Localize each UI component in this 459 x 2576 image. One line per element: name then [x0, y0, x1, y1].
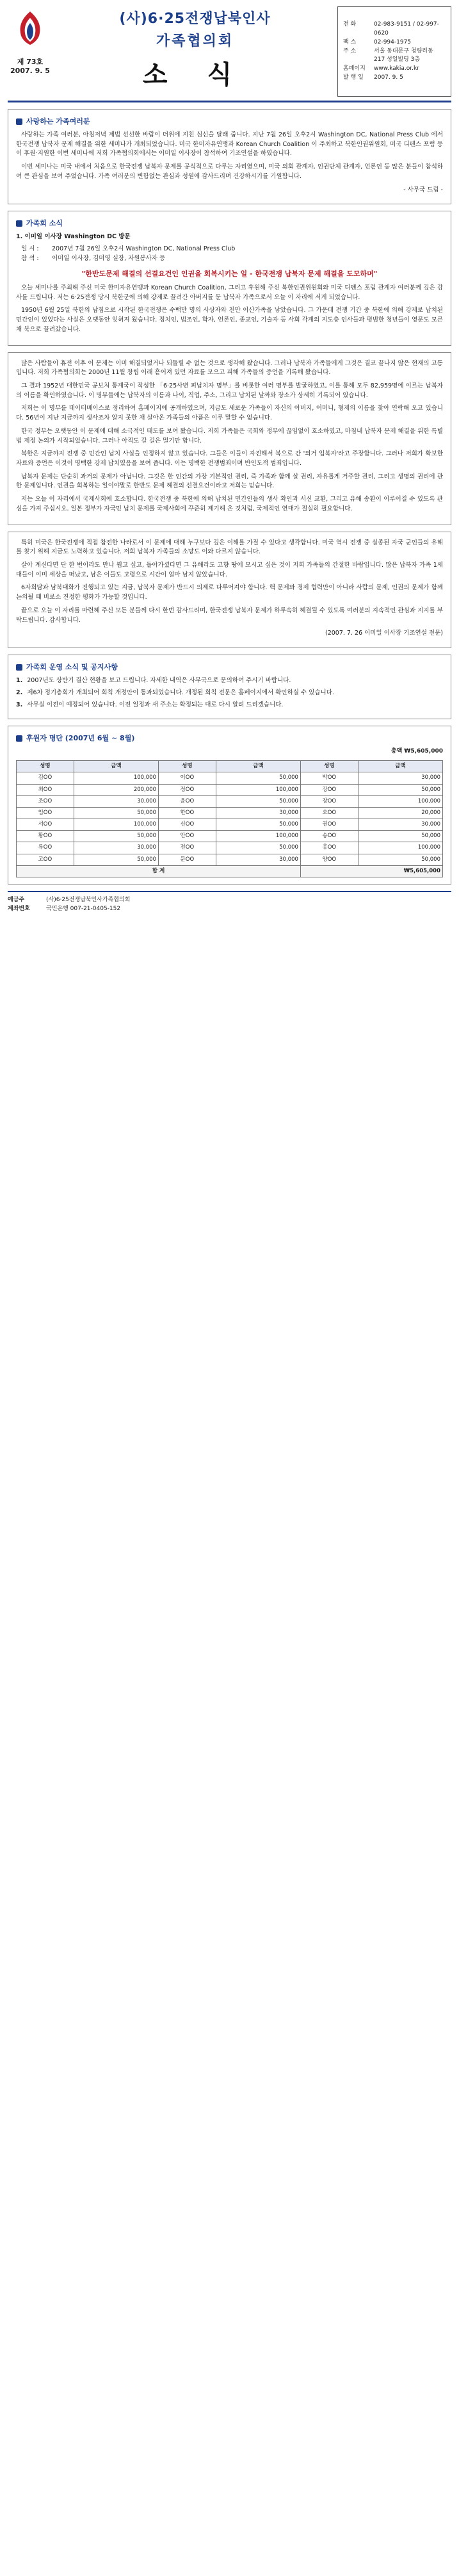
info-value: 서울 동대문구 청량리동 217 성일빌딩 3층 [374, 47, 433, 63]
keynote-section-2 [8, 532, 451, 648]
news-section [8, 211, 451, 345]
table-row [17, 831, 443, 842]
news-item-title: 1. 이미일 이사장 Washington DC 방문 [16, 233, 131, 241]
keynote-section [8, 352, 451, 525]
donor-amount-cell: 100,000 [358, 842, 442, 854]
column-header: 금액 [216, 761, 300, 772]
table-row [17, 854, 443, 865]
footer-key: 예금주 [8, 896, 25, 903]
info-key: 팩 스 [343, 38, 357, 45]
donor-amount-cell: 50,000 [216, 842, 300, 854]
donor-name-cell: 문OO [158, 854, 216, 865]
table-row [17, 807, 443, 819]
organization-logo-icon [15, 10, 45, 46]
greeting-signature: - 사무국 드림 - [403, 186, 443, 193]
event-value: 이미일 이사장, 김미영 실장, 자원봉사자 등 [52, 254, 166, 262]
donor-amount-cell: 100,000 [74, 819, 158, 831]
donor-name-cell: 장OO [300, 795, 358, 807]
footer-value: (사)6·25전쟁납북인사가족협의회 [46, 896, 131, 903]
donor-name-cell: 류OO [17, 842, 74, 854]
table-row [17, 842, 443, 854]
notice-text: 제6차 정기총회가 개최되어 회칙 개정안이 통과되었습니다. 개정된 회칙 전문은 홈페이지에서 확인하실 수 있습니다. [27, 689, 334, 696]
notice-text: 사무실 이전이 예정되어 있습니다. 이전 일정과 새 주소는 확정되는 대로 다시 알려 드리겠습니다. [27, 701, 284, 708]
info-value: 02-994-1975 [374, 38, 412, 45]
info-key: 홈페이지 [343, 65, 366, 72]
table-row [17, 784, 443, 795]
donor-name-cell: 전OO [158, 842, 216, 854]
donor-name-cell: 임OO [17, 807, 74, 819]
table-row [17, 795, 443, 807]
newsletter-page [0, 0, 459, 923]
donor-amount-cell: 100,000 [74, 772, 158, 784]
donor-amount-cell: 50,000 [74, 854, 158, 865]
donor-name-cell: 고OO [17, 854, 74, 865]
keynote-paragraph: 끝으로 오늘 이 자리를 마련해 주신 모든 분들께 다시 한번 감사드리며, 한국전쟁 납북자 문제가 하루속히 해결될 수 있도록 여러분의 지속적인 관심과 지지를 부탁드립니다. 감사합니다. [16, 607, 443, 624]
donor-name-cell: 서OO [17, 819, 74, 831]
footer-row [8, 905, 451, 914]
donor-name-cell: 오OO [300, 807, 358, 819]
event-key: 참 석 : [21, 254, 39, 262]
donor-name-cell: 이OO [158, 772, 216, 784]
notices-heading [16, 662, 443, 673]
donor-name-cell: 송OO [300, 831, 358, 842]
donor-name-cell: 정OO [158, 784, 216, 795]
event-key: 일 시 : [21, 245, 39, 253]
total-amount-cell: ₩5,605,000 [300, 865, 442, 877]
donor-amount-cell: 30,000 [216, 807, 300, 819]
info-value: 02-983-9151 / 02-997-0620 [374, 20, 439, 37]
notices-heading-text: 가족회 운영 소식 및 공지사항 [26, 663, 118, 672]
donor-amount-cell: 30,000 [358, 772, 442, 784]
donors-table-body [17, 772, 443, 877]
donor-amount-cell: 50,000 [216, 772, 300, 784]
footer-key: 계좌번호 [8, 905, 30, 912]
event-value: 2007년 7월 26일 오후2시 Washington DC, National Press Club [52, 245, 236, 253]
notice-number: 2. [16, 689, 23, 696]
donor-amount-cell: 100,000 [216, 831, 300, 842]
square-bullet-icon [16, 220, 22, 227]
donor-name-cell: 안OO [158, 831, 216, 842]
keynote-source: (2007. 7. 26 이미일 이사장 기조연설 전문) [325, 630, 443, 637]
keynote-paragraph: 살아 계신다면 단 한 번이라도 만나 뵙고 싶고, 돌아가셨다면 그 유해라도 고향 땅에 모시고 싶은 것이 저희 가족들의 간절한 바람입니다. 많은 납북자 가족 1세대들이 이미 세상을 떠났고, 남은 이들도 고령으로 시간이 얼마 남지 않았습니다. [16, 562, 443, 578]
news-heading [16, 218, 443, 229]
news-paragraph: 오늘 세미나를 주최해 주신 미국 한미자유연맹과 Korean Church Coalition, 그리고 후원해 주신 북한인권위원회와 미국 디펜스 포럼 관계자 여러분께 깊은 감사를 드립니다. 저는 6·25전쟁 당시 북한군에 의해 강제로 끌려간 아버지를 둔 납북자 가족으로서 오늘 이 자리에 서게 되었습니다. [16, 284, 443, 301]
footer-value: 국민은행 007-21-0405-152 [46, 905, 121, 912]
donor-amount-cell: 30,000 [74, 842, 158, 854]
donor-amount-cell: 50,000 [358, 831, 442, 842]
keynote-paragraph: 저는 오늘 이 자리에서 국제사회에 호소합니다. 한국전쟁 중 북한에 의해 납치된 민간인들의 생사 확인과 서신 교환, 그리고 유해 송환이 이루어질 수 있도록 관심을 가져 주십시오. 일본 정부가 자국민 납치 문제를 국제사회에 꾸준히 제기해 온 것처럼, 국제적인 연대가 절실히 필요합니다. [16, 496, 443, 512]
donor-amount-cell: 20,000 [358, 807, 442, 819]
greeting-heading [16, 116, 443, 127]
total-row [17, 865, 443, 877]
org-name-line1: (사)6·25전쟁납북인사 [119, 11, 271, 28]
square-bullet-icon [16, 735, 22, 742]
greeting-heading-text: 사랑하는 가족여러분 [26, 117, 90, 126]
org-name-line2: 가족협의회 [156, 33, 234, 49]
donor-name-cell: 강OO [300, 784, 358, 795]
notice-number: 3. [16, 701, 23, 708]
donors-table [16, 760, 443, 877]
table-row [17, 772, 443, 784]
issue-number-text: 제 73호 [17, 58, 44, 66]
donor-amount-cell: 50,000 [216, 819, 300, 831]
column-header: 금액 [74, 761, 158, 772]
donors-heading-text: 후원자 명단 (2007년 6월 ~ 8월) [26, 734, 135, 743]
donors-heading [16, 733, 443, 744]
info-phone [343, 20, 446, 38]
donors-section [8, 726, 451, 884]
notice-text: 2007년도 상반기 결산 현황을 보고 드립니다. 자세한 내역은 사무국으로 문의하여 주시기 바랍니다. [27, 677, 291, 685]
square-bullet-icon [16, 118, 22, 125]
masthead [8, 6, 451, 102]
keynote-paragraph: 6자회담과 남북대화가 진행되고 있는 지금, 납북자 문제가 반드시 의제로 다루어져야 합니다. 핵 문제와 경제 협력만이 아니라 사람의 문제, 인권의 문제가 함께 논의될 때 비로소 진정한 평화가 가능할 것입니다. [16, 584, 443, 601]
table-row [17, 819, 443, 831]
column-header: 성명 [300, 761, 358, 772]
info-publish-date [343, 74, 446, 83]
info-value-link[interactable]: www.kakia.or.kr [374, 65, 419, 72]
donor-amount-cell: 30,000 [216, 854, 300, 865]
keynote-paragraph: 한국 정부는 오랫동안 이 문제에 대해 소극적인 태도를 보여 왔습니다. 저희 가족들은 국회와 정부에 끊임없이 호소하였고, 마침내 납북자 문제 해결을 위한 특별법 제정 논의가 시작되었습니다. 그러나 아직도 갈 길은 멀기만 합니다. [16, 427, 443, 444]
keynote-paragraph: 저희는 이 명부를 데이터베이스로 정리하여 홈페이지에 공개하였으며, 지금도 새로운 가족들이 자신의 아버지, 어머니, 형제의 이름을 찾아 연락해 오고 있습니다. 56년이 지난 지금까지 생사조차 알지 못한 채 살아온 가족들의 아픔은 이루 말할 수 없습니다. [16, 405, 443, 422]
table-header-row [17, 761, 443, 772]
notices-section [8, 655, 451, 719]
title-column [52, 6, 337, 97]
greeting-paragraph: 이번 세미나는 미국 내에서 처음으로 한국전쟁 납북자 문제를 공식적으로 다루는 자리였으며, 미국 의회 관계자, 인권단체 관계자, 언론인 등 많은 분들이 참석하여 큰 관심을 보여 주었습니다. 가족 여러분의 변함없는 관심과 성원에 감사드리며 건강하시기를 기원합니다. [16, 163, 443, 180]
issue-date-text: 2007. 9. 5 [10, 66, 50, 75]
logo-column [8, 6, 52, 97]
keynote-title: "한반도문제 해결의 선결요건인 인권을 회복시키는 일 - 한국전쟁 납북자 문제 해결을 도모하며" [81, 269, 378, 278]
donor-name-cell: 최OO [17, 784, 74, 795]
notice-number: 1. [16, 677, 23, 685]
notice-item [16, 676, 443, 686]
square-bullet-icon [16, 664, 22, 671]
event-row [21, 254, 443, 264]
donor-amount-cell: 50,000 [74, 831, 158, 842]
donor-amount-cell: 200,000 [74, 784, 158, 795]
news-heading-text: 가족회 소식 [26, 219, 63, 228]
donor-name-cell: 황OO [17, 831, 74, 842]
news-title: 소 식 [142, 60, 248, 90]
donor-amount-cell: 50,000 [358, 854, 442, 865]
donors-total-label: 총액 ₩5,605,000 [391, 748, 443, 755]
donor-name-cell: 김OO [17, 772, 74, 784]
donor-name-cell: 한OO [158, 807, 216, 819]
info-key: 주 소 [343, 47, 357, 54]
donor-name-cell: 양OO [300, 854, 358, 865]
greeting-paragraph: 사랑하는 가족 여러분, 아침저녁 제법 선선한 바람이 더위에 지친 심신을 달래 줍니다. 지난 7월 26일 오후2시 Washington DC, National Press Club 에서 한국전쟁 납북자 문제 해결을 위한 세미나가 개최되었습니다. 미국 한미자유연맹과 Korean Church Coalition 이 주최하고 북한인권위원회, 미국 디펜스 포럼 등이 후원·지원한 이번 세미나에 저희 가족협의회에서는 이미일 이사장이 참석하여 기조연설을 하였습니다. [16, 131, 443, 158]
footer-row [8, 896, 451, 905]
donor-amount-cell: 30,000 [358, 819, 442, 831]
keynote-paragraph: 북한은 지금까지 전쟁 중 민간인 납치 사실을 인정하지 않고 있습니다. 그들은 이들이 자진해서 북으로 간 '의거 입북자'라고 주장합니다. 그러나 저희가 확보한 자료와 증언은 이것이 명백한 강제 납치였음을 보여 줍니다. 이는 명백한 전쟁범죄이며 반인도적 범죄입니다. [16, 450, 443, 468]
column-header: 금액 [358, 761, 442, 772]
keynote-paragraph: 납북자 문제는 단순히 과거의 문제가 아닙니다. 그것은 한 인간의 가장 기본적인 권리, 즉 가족과 함께 살 권리, 자유롭게 거주할 권리, 그리고 생명의 권리에 관한 문제입니다. 인권을 회복하는 일이야말로 한반도 문제 해결의 선결요건이라고 저희는 믿습니다. [16, 473, 443, 490]
donor-amount-cell: 50,000 [216, 795, 300, 807]
donor-amount-cell: 30,000 [74, 795, 158, 807]
event-details [21, 245, 443, 263]
info-key: 발 행 일 [343, 74, 364, 81]
donor-name-cell: 신OO [158, 819, 216, 831]
info-address [343, 47, 446, 65]
column-header: 성명 [158, 761, 216, 772]
notice-list [16, 676, 443, 710]
donor-name-cell: 윤OO [158, 795, 216, 807]
event-row [21, 245, 443, 254]
donor-amount-cell: 50,000 [358, 784, 442, 795]
keynote-paragraph: 그 결과 1952년 대한민국 공보처 통계국이 작성한 「6·25사변 피납치자 명부」를 비롯한 여러 명부를 발굴하였고, 이를 통해 모두 82,959명에 이르는 납북자의 이름을 확인하였습니다. 이 명부들에는 납북자의 이름과 나이, 직업, 주소, 그리고 납치된 날짜와 장소가 상세히 기록되어 있습니다. [16, 382, 443, 399]
info-key: 전 화 [343, 20, 357, 28]
donor-name-cell: 조OO [17, 795, 74, 807]
issue-number [10, 58, 50, 76]
donor-amount-cell: 100,000 [358, 795, 442, 807]
donor-amount-cell: 50,000 [74, 807, 158, 819]
keynote-paragraph: 특히 미국은 한국전쟁에 직접 참전한 나라로서 이 문제에 대해 누구보다 깊은 이해를 가질 수 있다고 생각합니다. 미국 역시 전쟁 중 실종된 자국 군인들의 유해를 찾기 위해 지금도 노력하고 있습니다. 저희 납북자 가족들의 소망도 이와 다르지 않습니다. [16, 539, 443, 556]
info-fax [343, 38, 446, 47]
info-value: 2007. 9. 5 [374, 74, 403, 81]
notice-item [16, 689, 443, 698]
column-header: 성명 [17, 761, 74, 772]
keynote-paragraph: 많은 사람들이 휴전 이후 이 문제는 이미 해결되었거나 되돌릴 수 없는 것으로 생각해 왔습니다. 그러나 납북자 가족들에게 그것은 결코 끝나지 않은 현재의 고통입니다. 저희 가족협의회는 2000년 11월 창립 이래 흩어져 있던 자료를 모으고 피해 가족들의 증언을 기록해 왔습니다. [16, 359, 443, 377]
footer [8, 891, 451, 914]
greeting-section [8, 109, 451, 204]
info-homepage [343, 65, 446, 74]
donor-name-cell: 권OO [300, 819, 358, 831]
contact-info-box [337, 6, 451, 97]
donor-amount-cell: 100,000 [216, 784, 300, 795]
notice-item [16, 701, 443, 710]
total-label-cell: 합 계 [17, 865, 301, 877]
donor-name-cell: 홍OO [300, 842, 358, 854]
news-paragraph: 1950년 6월 25일 북한의 남침으로 시작된 한국전쟁은 수백만 명의 사상자와 천만 이산가족을 낳았습니다. 그 가운데 전쟁 기간 중 북한에 의해 강제로 납치된 민간인이 있었다는 사실은 오랫동안 잊혀져 왔습니다. 정치인, 법조인, 학자, 언론인, 종교인, 기술자 등 사회 각계의 지도층 인사들과 평범한 청년들이 영문도 모른 채 북으로 끌려갔습니다. [16, 307, 443, 333]
donor-name-cell: 박OO [300, 772, 358, 784]
